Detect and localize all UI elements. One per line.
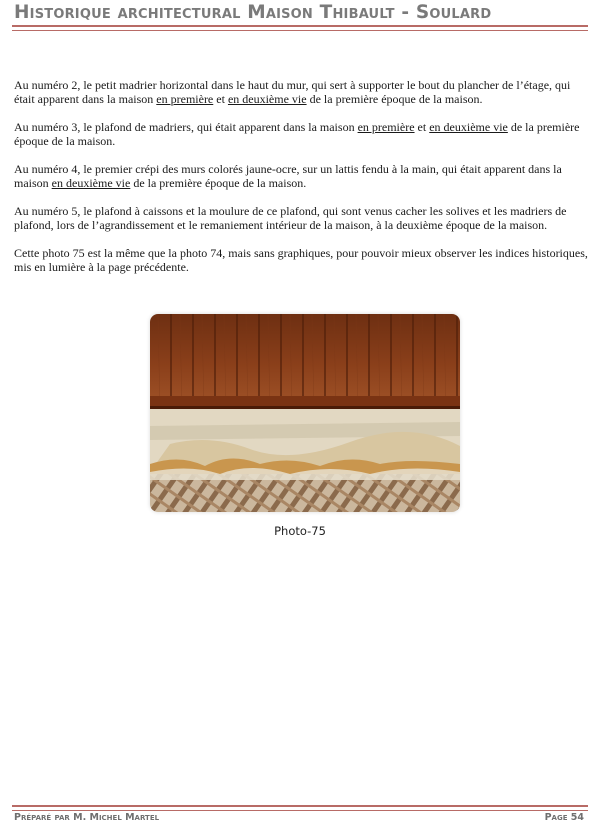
underlined-phrase: en première: [357, 120, 415, 134]
paragraph-numero-3: Au numéro 3, le plafond de madriers, qui était apparent dans la maison en première et en deuxième vie de la première époque de la maison.: [14, 120, 580, 148]
paragraph-numero-2: Au numéro 2, le petit madrier horizontal dans le haut du mur, qui sert à supporter le bout du plancher de l’étage, qui était apparent dans la maison en première et en deuxième vie de la première époque de la maison.: [14, 78, 571, 106]
paragraph-numero-4: Au numéro 4, le premier crépi des murs colorés jaune-ocre, sur un lattis fendu à la main, qui était apparent dans la maison en deuxième vie de la première époque de la maison.: [14, 162, 562, 190]
page-header-title: Historique architectural Maison Thibault - Soulard: [14, 2, 492, 23]
paragraph-photo-75: Cette photo 75 est la même que la photo 74, mais sans graphiques, pour pouvoir mieux observer les indices historiques, mis en lumière à la page précédente.: [14, 246, 588, 274]
underlined-phrase: en première: [156, 92, 214, 106]
underlined-phrase: en deuxième vie: [227, 92, 307, 106]
underlined-phrase: en deuxième vie: [51, 176, 131, 190]
footer-rule-thin: [12, 810, 588, 811]
body-text: [14, 78, 590, 288]
photo-75-image: [150, 314, 460, 512]
ceiling-photo-illustration: [150, 314, 460, 512]
header-rule-thick: [12, 25, 588, 27]
footer-rule-thick: [12, 805, 588, 807]
footer-page-number: Page 54: [544, 812, 584, 823]
footer-author: Préparé par M. Michel Martel: [14, 812, 160, 823]
paragraph-numero-5: Au numéro 5, le plafond à caissons et la moulure de ce plafond, qui sont venus cacher les solives et les madriers de plafond, lors de l’agrandissement et le remaniement intérieur de la maison, à la deuxième époque de la maison.: [14, 204, 567, 232]
underlined-phrase: en deuxième vie: [429, 120, 508, 134]
header-rule-thin: [12, 30, 588, 31]
photo-caption: Photo-75: [274, 524, 326, 538]
